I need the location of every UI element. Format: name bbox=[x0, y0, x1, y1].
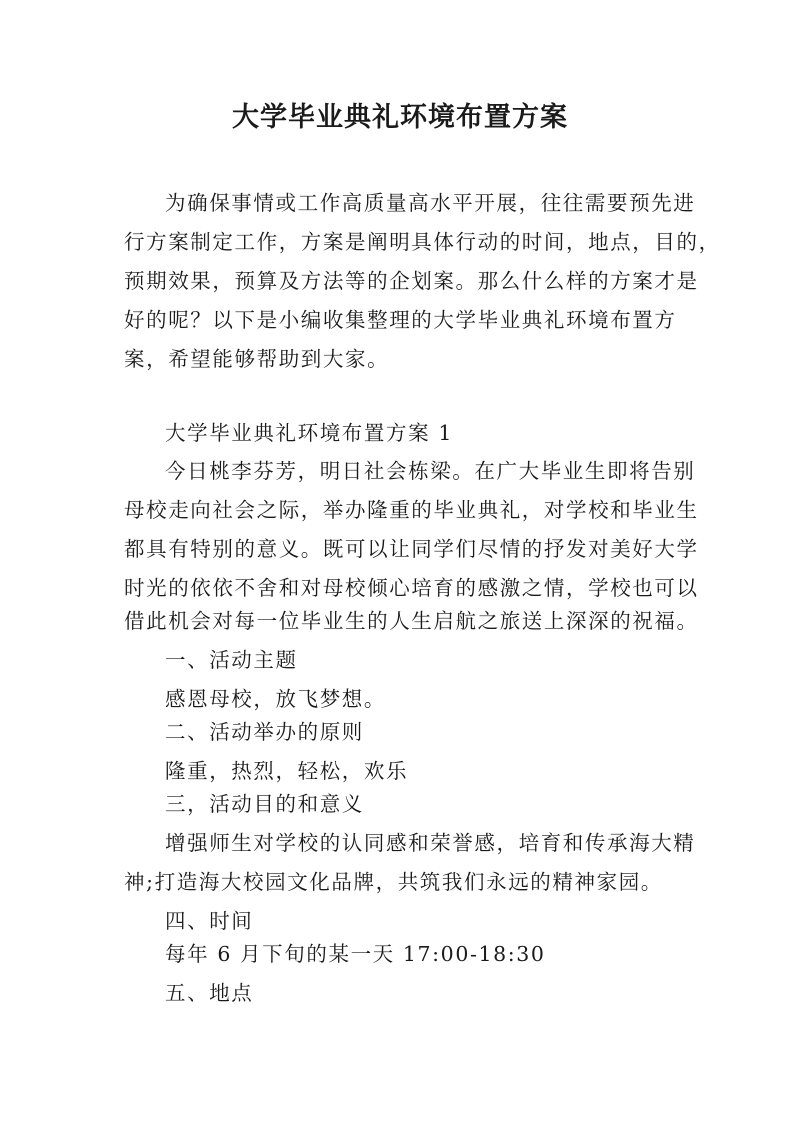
item-heading: 三，活动目的和意义 bbox=[165, 792, 364, 816]
item-text: 增强师生对学校的认同感和荣誉感，培育和传承海大精 bbox=[165, 831, 696, 855]
intro-line: 行方案制定工作，方案是阐明具体行动的时间，地点，目的， bbox=[124, 230, 721, 254]
item-heading: 一、活动主题 bbox=[165, 648, 298, 672]
paragraph-line: 都具有特别的意义。既可以让同学们尽情的抒发对美好大学 bbox=[124, 537, 699, 561]
item-heading: 四、时间 bbox=[165, 909, 254, 933]
section-heading: 大学毕业典礼环境布置方案 1 bbox=[165, 421, 453, 445]
item-heading: 五、地点 bbox=[165, 981, 254, 1005]
document-title: 大学毕业典礼环境布置方案 bbox=[232, 102, 568, 133]
intro-line: 预期效果，预算及方法等的企划案。那么什么样的方案才是 bbox=[124, 269, 699, 293]
intro-line: 好的呢？以下是小编收集整理的大学毕业典礼环境布置方 bbox=[124, 308, 677, 332]
intro-line: 案，希望能够帮助到大家。 bbox=[124, 347, 390, 371]
paragraph-line: 母校走向社会之际，举办隆重的毕业典礼，对学校和毕业生 bbox=[124, 498, 699, 522]
item-text: 隆重，热烈，轻松，欢乐 bbox=[165, 759, 409, 783]
item-heading: 二、活动举办的原则 bbox=[165, 720, 364, 744]
item-text: 每年 6 月下旬的某一天 17:00-18:30 bbox=[165, 942, 546, 966]
item-text: 感恩母校，放飞梦想。 bbox=[165, 687, 386, 711]
intro-line: 为确保事情或工作高质量高水平开展，往往需要预先进 bbox=[165, 191, 696, 215]
paragraph-line: 时光的依依不舍和对母校倾心培育的感激之情，学校也可以 bbox=[124, 576, 699, 600]
item-text: 神;打造海大校园文化品牌，共筑我们永远的精神家园。 bbox=[124, 870, 663, 894]
paragraph-line: 借此机会对每一位毕业生的人生启航之旅送上深深的祝福。 bbox=[124, 609, 699, 633]
paragraph-line: 今日桃李芬芳，明日社会栋梁。在广大毕业生即将告别 bbox=[165, 459, 696, 483]
